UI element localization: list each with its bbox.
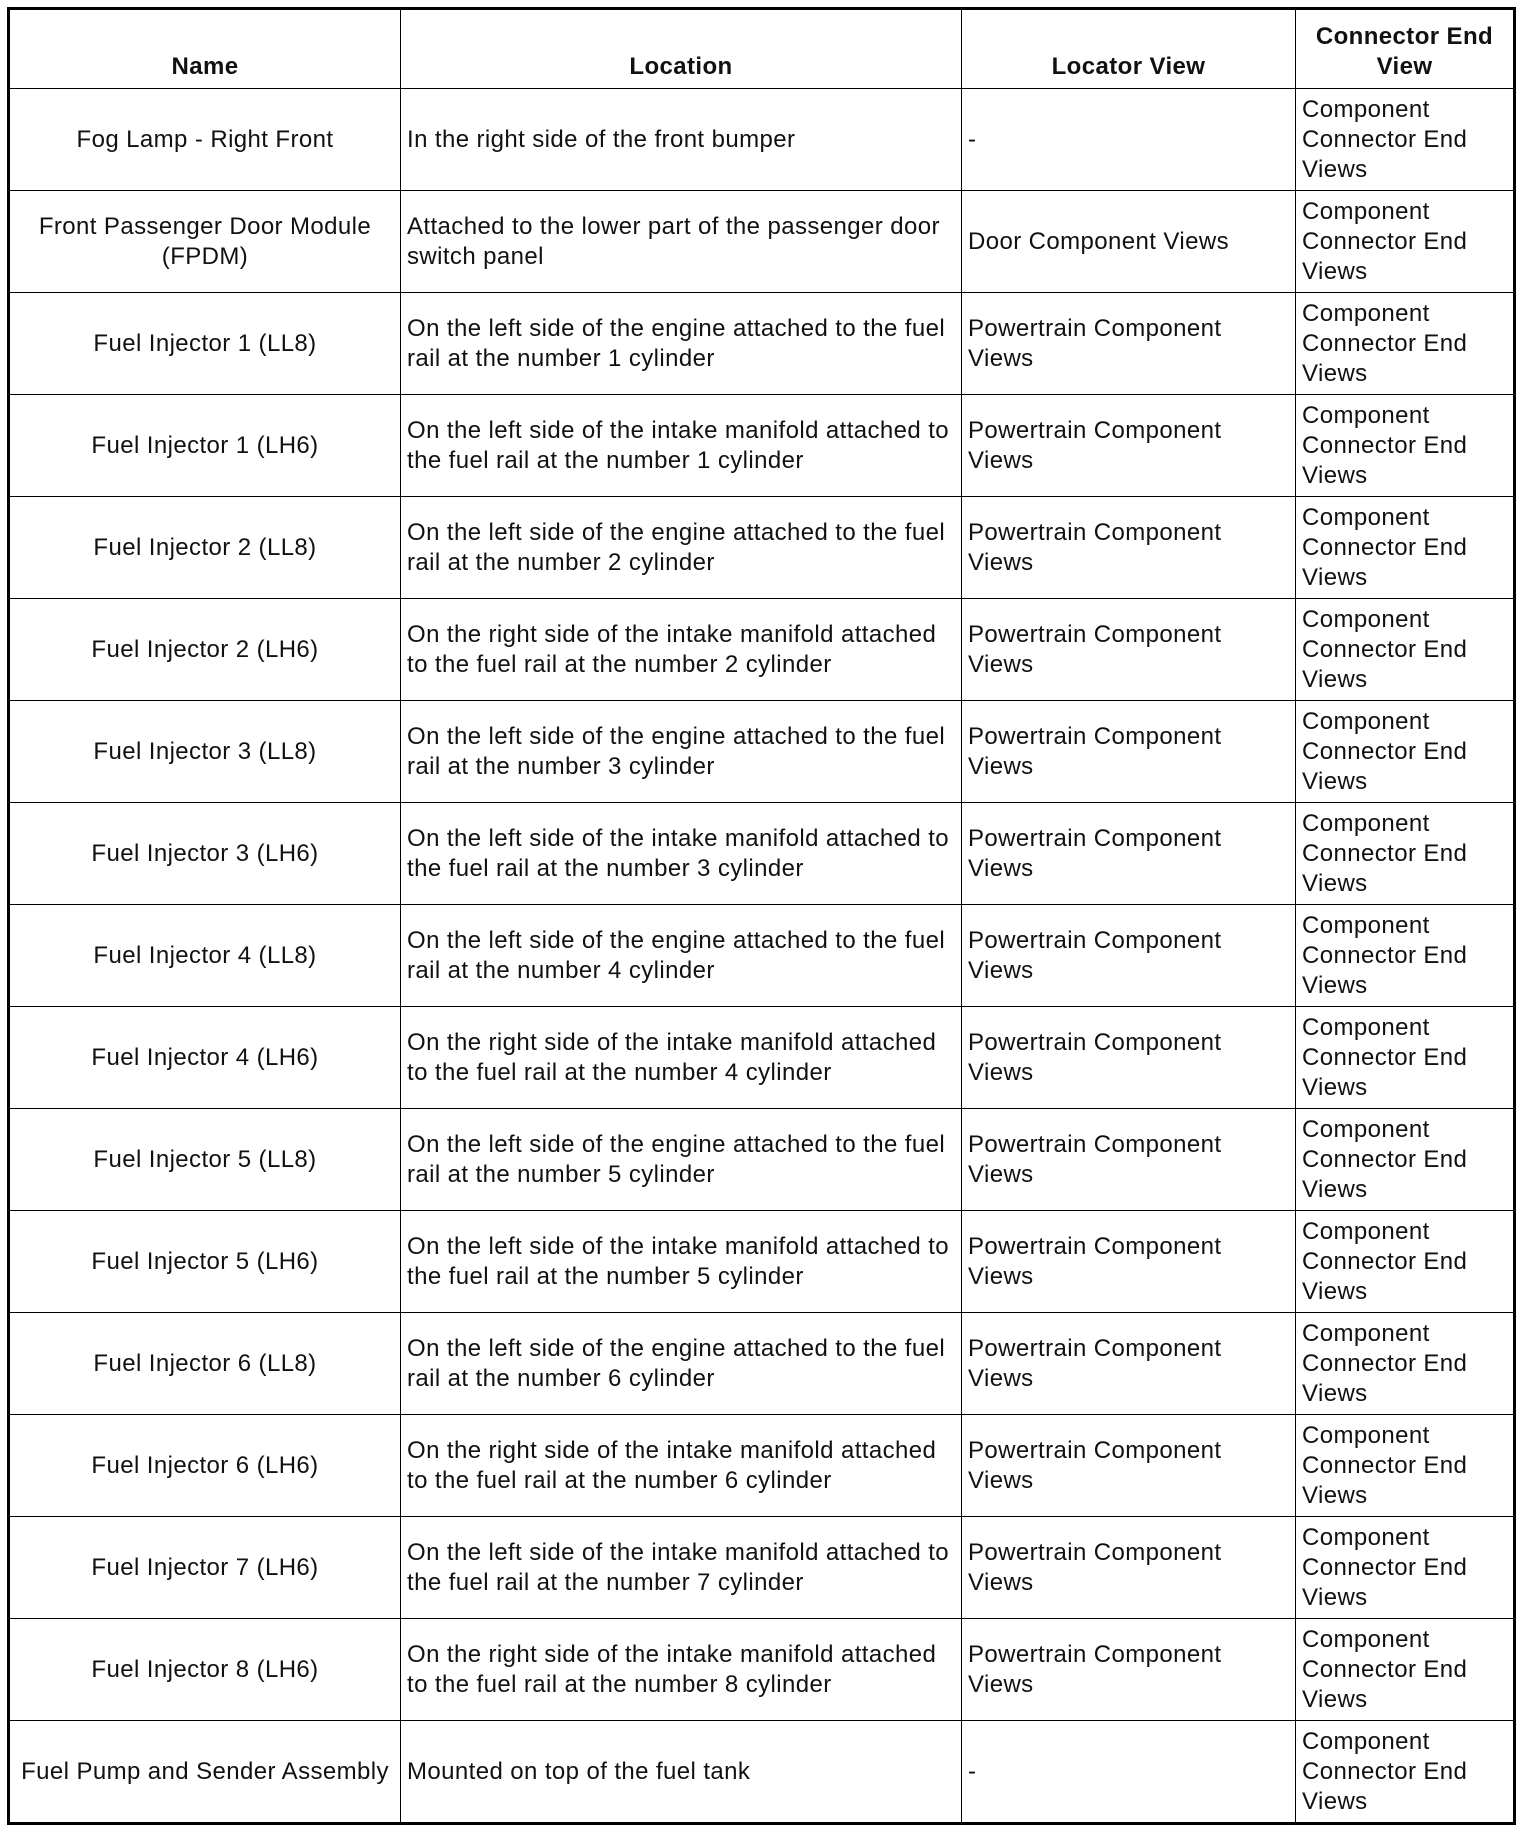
- table-row: [9, 395, 1515, 497]
- table-row: [9, 1211, 1515, 1313]
- cell-connector-end-view: Component Connector End Views: [1296, 905, 1515, 1007]
- cell-locator-view: Powertrain Component Views: [962, 1517, 1296, 1619]
- cell-location: On the left side of the engine attached to the fuel rail at the number 4 cylinder: [401, 905, 962, 1007]
- cell-locator-view: Powertrain Component Views: [962, 395, 1296, 497]
- cell-connector-end-view: Component Connector End Views: [1296, 395, 1515, 497]
- header-connector-end-view: Connector End View: [1296, 9, 1515, 89]
- cell-location: On the right side of the intake manifold attached to the fuel rail at the number 6 cylinder: [401, 1415, 962, 1517]
- cell-location: On the left side of the engine attached to the fuel rail at the number 2 cylinder: [401, 497, 962, 599]
- cell-locator-view: Powertrain Component Views: [962, 1109, 1296, 1211]
- component-locator-table: [7, 7, 1516, 1825]
- cell-name: Fuel Injector 6 (LL8): [9, 1313, 401, 1415]
- cell-location: On the left side of the engine attached to the fuel rail at the number 6 cylinder: [401, 1313, 962, 1415]
- cell-name: Fuel Injector 7 (LH6): [9, 1517, 401, 1619]
- cell-location: Attached to the lower part of the passenger door switch panel: [401, 191, 962, 293]
- cell-name: Fuel Injector 8 (LH6): [9, 1619, 401, 1721]
- table-row: [9, 191, 1515, 293]
- cell-name: Fuel Pump and Sender Assembly: [9, 1721, 401, 1824]
- table-row: [9, 497, 1515, 599]
- table-row: [9, 599, 1515, 701]
- table-header: [9, 9, 1515, 89]
- cell-name: Fog Lamp - Right Front: [9, 89, 401, 191]
- cell-location: On the right side of the intake manifold attached to the fuel rail at the number 4 cylinder: [401, 1007, 962, 1109]
- cell-locator-view: Powertrain Component Views: [962, 905, 1296, 1007]
- cell-location: On the left side of the engine attached to the fuel rail at the number 5 cylinder: [401, 1109, 962, 1211]
- cell-name: Fuel Injector 3 (LL8): [9, 701, 401, 803]
- cell-connector-end-view: Component Connector End Views: [1296, 599, 1515, 701]
- header-row: [9, 9, 1515, 89]
- cell-locator-view: Powertrain Component Views: [962, 1415, 1296, 1517]
- cell-location: On the left side of the intake manifold attached to the fuel rail at the number 1 cylinder: [401, 395, 962, 497]
- cell-name: Fuel Injector 5 (LL8): [9, 1109, 401, 1211]
- table-row: [9, 1109, 1515, 1211]
- header-locator-view: Locator View: [962, 9, 1296, 89]
- table-row: [9, 1721, 1515, 1824]
- cell-locator-view: Powertrain Component Views: [962, 1007, 1296, 1109]
- cell-name: Fuel Injector 4 (LL8): [9, 905, 401, 1007]
- cell-locator-view: Powertrain Component Views: [962, 701, 1296, 803]
- cell-location: On the right side of the intake manifold attached to the fuel rail at the number 8 cylinder: [401, 1619, 962, 1721]
- cell-connector-end-view: Component Connector End Views: [1296, 89, 1515, 191]
- cell-name: Fuel Injector 1 (LL8): [9, 293, 401, 395]
- cell-name: Fuel Injector 3 (LH6): [9, 803, 401, 905]
- cell-connector-end-view: Component Connector End Views: [1296, 701, 1515, 803]
- cell-locator-view: Door Component Views: [962, 191, 1296, 293]
- cell-name: Fuel Injector 2 (LL8): [9, 497, 401, 599]
- table-body: [9, 89, 1515, 1824]
- table-row: [9, 1415, 1515, 1517]
- cell-connector-end-view: Component Connector End Views: [1296, 1109, 1515, 1211]
- cell-location: On the left side of the intake manifold attached to the fuel rail at the number 7 cylinder: [401, 1517, 962, 1619]
- table-row: [9, 701, 1515, 803]
- cell-connector-end-view: Component Connector End Views: [1296, 1007, 1515, 1109]
- cell-connector-end-view: Component Connector End Views: [1296, 1619, 1515, 1721]
- cell-locator-view: Powertrain Component Views: [962, 293, 1296, 395]
- cell-location: On the left side of the intake manifold attached to the fuel rail at the number 3 cylinder: [401, 803, 962, 905]
- cell-name: Fuel Injector 2 (LH6): [9, 599, 401, 701]
- cell-name: Fuel Injector 4 (LH6): [9, 1007, 401, 1109]
- table-row: [9, 1313, 1515, 1415]
- table-row: [9, 803, 1515, 905]
- cell-locator-view: Powertrain Component Views: [962, 1619, 1296, 1721]
- cell-connector-end-view: Component Connector End Views: [1296, 293, 1515, 395]
- table-row: [9, 1007, 1515, 1109]
- cell-locator-view: Powertrain Component Views: [962, 497, 1296, 599]
- table-row: [9, 1517, 1515, 1619]
- cell-locator-view: Powertrain Component Views: [962, 1313, 1296, 1415]
- cell-location: On the right side of the intake manifold attached to the fuel rail at the number 2 cylinder: [401, 599, 962, 701]
- cell-connector-end-view: Component Connector End Views: [1296, 1313, 1515, 1415]
- cell-locator-view: -: [962, 1721, 1296, 1824]
- table-row: [9, 905, 1515, 1007]
- cell-connector-end-view: Component Connector End Views: [1296, 191, 1515, 293]
- cell-name: Fuel Injector 5 (LH6): [9, 1211, 401, 1313]
- cell-name: Fuel Injector 6 (LH6): [9, 1415, 401, 1517]
- table-row: [9, 1619, 1515, 1721]
- cell-connector-end-view: Component Connector End Views: [1296, 803, 1515, 905]
- cell-location: In the right side of the front bumper: [401, 89, 962, 191]
- cell-location: On the left side of the intake manifold attached to the fuel rail at the number 5 cylinder: [401, 1211, 962, 1313]
- cell-connector-end-view: Component Connector End Views: [1296, 1517, 1515, 1619]
- table-row: [9, 293, 1515, 395]
- cell-connector-end-view: Component Connector End Views: [1296, 1721, 1515, 1824]
- header-name: Name: [9, 9, 401, 89]
- table-row: [9, 89, 1515, 191]
- cell-connector-end-view: Component Connector End Views: [1296, 1211, 1515, 1313]
- cell-locator-view: Powertrain Component Views: [962, 1211, 1296, 1313]
- cell-location: On the left side of the engine attached to the fuel rail at the number 3 cylinder: [401, 701, 962, 803]
- cell-locator-view: Powertrain Component Views: [962, 803, 1296, 905]
- cell-name: Fuel Injector 1 (LH6): [9, 395, 401, 497]
- cell-connector-end-view: Component Connector End Views: [1296, 1415, 1515, 1517]
- cell-location: Mounted on top of the fuel tank: [401, 1721, 962, 1824]
- cell-connector-end-view: Component Connector End Views: [1296, 497, 1515, 599]
- cell-locator-view: Powertrain Component Views: [962, 599, 1296, 701]
- cell-locator-view: -: [962, 89, 1296, 191]
- cell-name: Front Passenger Door Module (FPDM): [9, 191, 401, 293]
- header-location: Location: [401, 9, 962, 89]
- cell-location: On the left side of the engine attached to the fuel rail at the number 1 cylinder: [401, 293, 962, 395]
